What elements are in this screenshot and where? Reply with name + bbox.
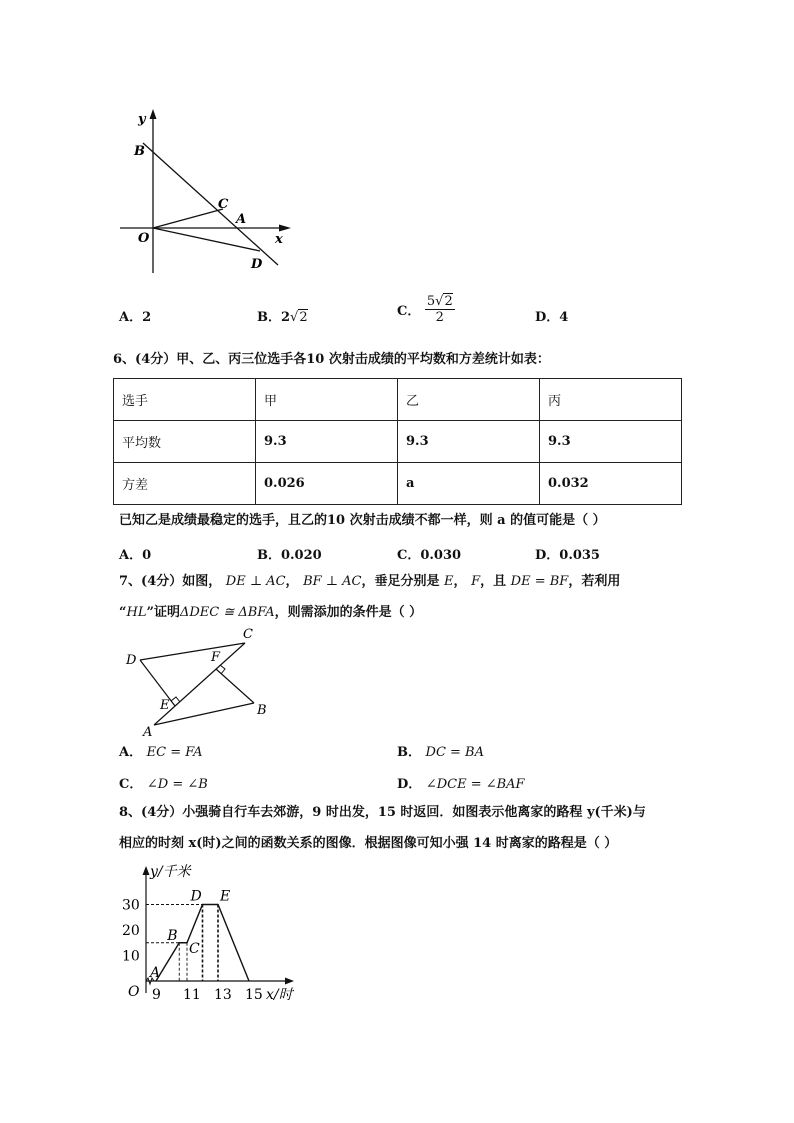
table-cell: 9.3 — [398, 421, 540, 463]
fraction: $\frac{5√2}{2}$ — [426, 294, 453, 325]
point-label-d: D — [190, 888, 202, 905]
label-e: E — [160, 698, 170, 713]
segment-od — [153, 228, 260, 251]
point-label-b: B — [167, 927, 178, 944]
y-tick-label: 30 — [122, 897, 140, 914]
q5-option-a[interactable]: A．2 — [119, 310, 152, 325]
label-y: y — [138, 112, 146, 127]
q7-option-d[interactable]: D． ∠DCE = ∠BAF — [397, 777, 525, 792]
table-row — [114, 379, 682, 421]
q6-stats-table — [113, 378, 682, 505]
q7-option-a[interactable]: A． EC = FA — [119, 745, 203, 760]
table-row — [114, 463, 682, 505]
q6-stem: 6、(4分）甲、乙、丙三位选手各10 次射击成绩的平均数和方差统计如表： — [113, 352, 550, 367]
q7-stem-line1: 7、(4分）如图， DE ⊥ AC， BF ⊥ AC，垂足分别是 E， F，且 DE = BF，若利用 — [119, 574, 621, 589]
table-cell: 9.3 — [256, 421, 398, 463]
y-axis-arrow — [143, 866, 150, 875]
table-cell: a — [398, 463, 540, 505]
table-cell: 9.3 — [540, 421, 682, 463]
q8-line1: 8、(4分）小强骑自行车去郊游，9 时出发，15 时返回．如图表示他离家的路程 y(千米)与 — [119, 805, 646, 820]
table-header: 乙 — [398, 379, 540, 421]
y-tick-label: 10 — [122, 948, 140, 965]
table-cell: 0.032 — [540, 463, 682, 505]
q5-option-b[interactable]: B．2√2 — [257, 310, 308, 325]
coordinate-figure — [110, 105, 310, 280]
label-a: A — [143, 725, 153, 740]
y-tick-label: 20 — [122, 923, 140, 939]
label-c: C — [218, 197, 229, 212]
y-axis-label: y/千米 — [150, 864, 191, 880]
q6-option-b[interactable]: B．0.020 — [257, 548, 322, 563]
segment-de — [140, 660, 175, 706]
q6-followup: 已知乙是成绩最稳定的选手，且乙的10 次射击成绩不都一样，则 a 的值可能是（ ） — [119, 513, 606, 528]
q5-option-c[interactable]: C． $\frac{5√2}{2}$ — [397, 294, 453, 325]
q6-option-d[interactable]: D．0.035 — [535, 548, 600, 563]
origin-label: O — [128, 984, 140, 1000]
label-c: C — [243, 627, 253, 642]
label-x: x — [275, 232, 283, 247]
right-angle-mark-e — [171, 697, 180, 702]
x-axis-label: x/时 — [266, 987, 293, 1003]
table-header: 选手 — [114, 379, 256, 421]
q8-distance-time-chart — [120, 858, 310, 1008]
label-d: D — [251, 257, 263, 272]
table-cell: 平均数 — [114, 421, 256, 463]
point-label-a: A — [150, 965, 161, 981]
q7-stem-line2: “HL”证明ΔDEC ≅ ΔBFA，则需添加的条件是（ ） — [119, 605, 423, 620]
q7-option-c[interactable]: C． ∠D = ∠B — [119, 777, 208, 792]
x-axis-arrow — [279, 225, 291, 232]
q6-option-a[interactable]: A．0 — [119, 548, 152, 563]
table-row — [114, 421, 682, 463]
y-axis-arrow — [150, 109, 157, 119]
point-label-e: E — [220, 888, 231, 905]
table-cell: 方差 — [114, 463, 256, 505]
table-header: 丙 — [540, 379, 682, 421]
label-o: O — [138, 231, 150, 246]
label-b: B — [257, 703, 267, 718]
q8-line2: 相应的时刻 x(时)之间的函数关系的图像．根据图像可知小强 14 时离家的路程是（ ） — [119, 836, 618, 851]
x-tick-label: 11 — [183, 987, 201, 1003]
segment-oc — [153, 209, 223, 228]
q6-option-c[interactable]: C．0.030 — [397, 548, 462, 563]
label-a: A — [236, 212, 247, 227]
label-f: F — [211, 650, 221, 665]
line-bd — [143, 143, 278, 265]
table-cell: 0.026 — [256, 463, 398, 505]
x-tick-label: 13 — [214, 987, 232, 1003]
x-tick-label: 15 — [245, 987, 263, 1003]
label-b: B — [134, 144, 145, 159]
q5-option-d[interactable]: D．4 — [535, 310, 569, 325]
label-d: D — [126, 653, 137, 668]
q7-option-b[interactable]: B． DC = BA — [397, 745, 484, 760]
point-label-c: C — [189, 940, 200, 957]
x-tick-label: 9 — [152, 987, 161, 1003]
q7-figure — [120, 625, 280, 740]
segment-fb — [216, 669, 254, 703]
x-axis-arrow — [285, 978, 294, 985]
table-header: 甲 — [256, 379, 398, 421]
